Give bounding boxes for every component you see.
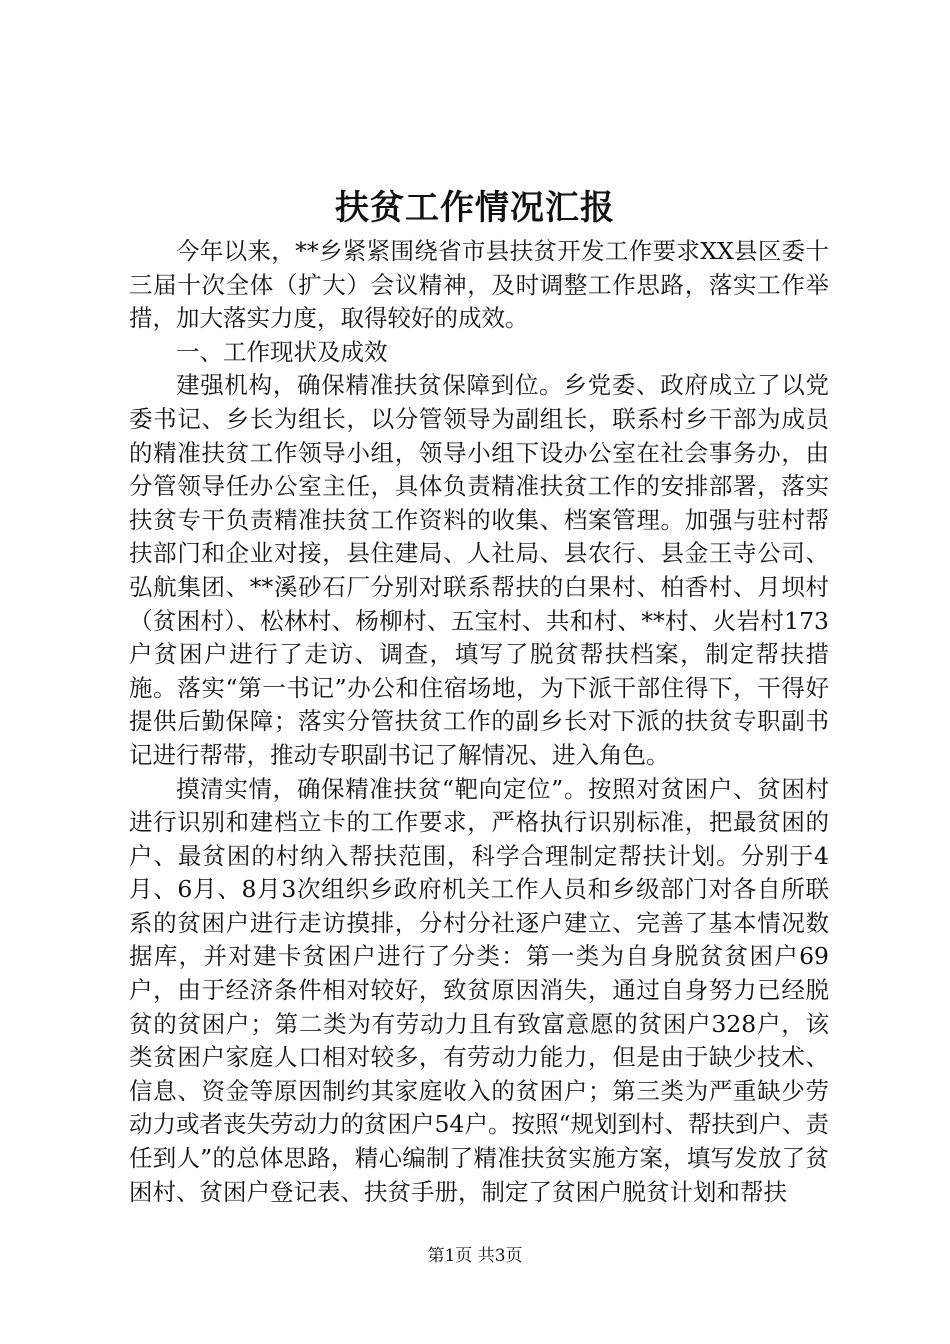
body-paragraph: 建强机构，确保精准扶贫保障到位。乡党委、政府成立了以党委书记、乡长为组长，以分管领导为副组长，联系村乡干部为成员的精准扶贫工作领导小组，领导小组下设办公室在社会事务办，由分管领导任办公室主任，具体负责精准扶贫工作的安排部署，落实扶贫专干负责精准扶贫工作资料的收集、档案管理。加强与驻村帮扶部门和企业对接，县住建局、人社局、县农行、县金王寺公司、弘航集团、**溪砂石厂分别对联系帮扶的白果村、柏香村、月坝村（贫困村）、松林村、杨柳村、五宝村、共和村、**村、火岩村173户贫困户进行了走访、调查，填写了脱贫帮扶档案，制定帮扶措施。落实“第一书记”办公和住宿场地，为下派干部住得下，干得好提供后勤保障；落实分管扶贫工作的副乡长对下派的扶贫专职副书记进行帮带，推动专职副书记了解情况、进入角色。	[129, 371, 829, 769]
section-heading: 一、工作现状及成效	[176, 337, 388, 366]
document-title: 扶贫工作情况汇报	[335, 188, 615, 228]
intro-paragraph: 今年以来，**乡紧紧围绕省市县扶贫开发工作要求XX县区委十三届十次全体（扩大）会议精神，及时调整工作思路，落实工作举措，加大落实力度，取得较好的成效。	[129, 237, 829, 333]
body-paragraph: 摸清实情，确保精准扶贫“靶向定位”。按照对贫困户、贫困村进行识别和建档立卡的工作要求，严格执行识别标准，把最贫困的户、最贫困的村纳入帮扶范围，科学合理制定帮扶计划。分别于4月、6月、8月3次组织乡政府机关工作人员和乡级部门对各自所联系的贫困户进行走访摸排，分村分社逐户建立、完善了基本情况数据库，并对建卡贫困户进行了分类：第一类为自身脱贫贫困户69户，由于经济条件相对较好，致贫原因消失，通过自身努力已经脱贫的贫困户；第二类为有劳动力且有致富意愿的贫困户328户，该类贫困户家庭人口相对较多，有劳动力能力，但是由于缺少技术、信息、资金等原因制约其家庭收入的贫困户；第三类为严重缺少劳动力或者丧失劳动力的贫困户54户。按照“规划到村、帮扶到户、责任到人”的总体思路，精心编制了精准扶贫实施方案，填写发放了贫困村、贫困户登记表、扶贫手册，制定了贫困户脱贫计划和帮扶	[129, 774, 829, 1206]
document-body	[129, 235, 829, 1209]
page-footer: 第1页 共3页	[427, 1246, 523, 1266]
